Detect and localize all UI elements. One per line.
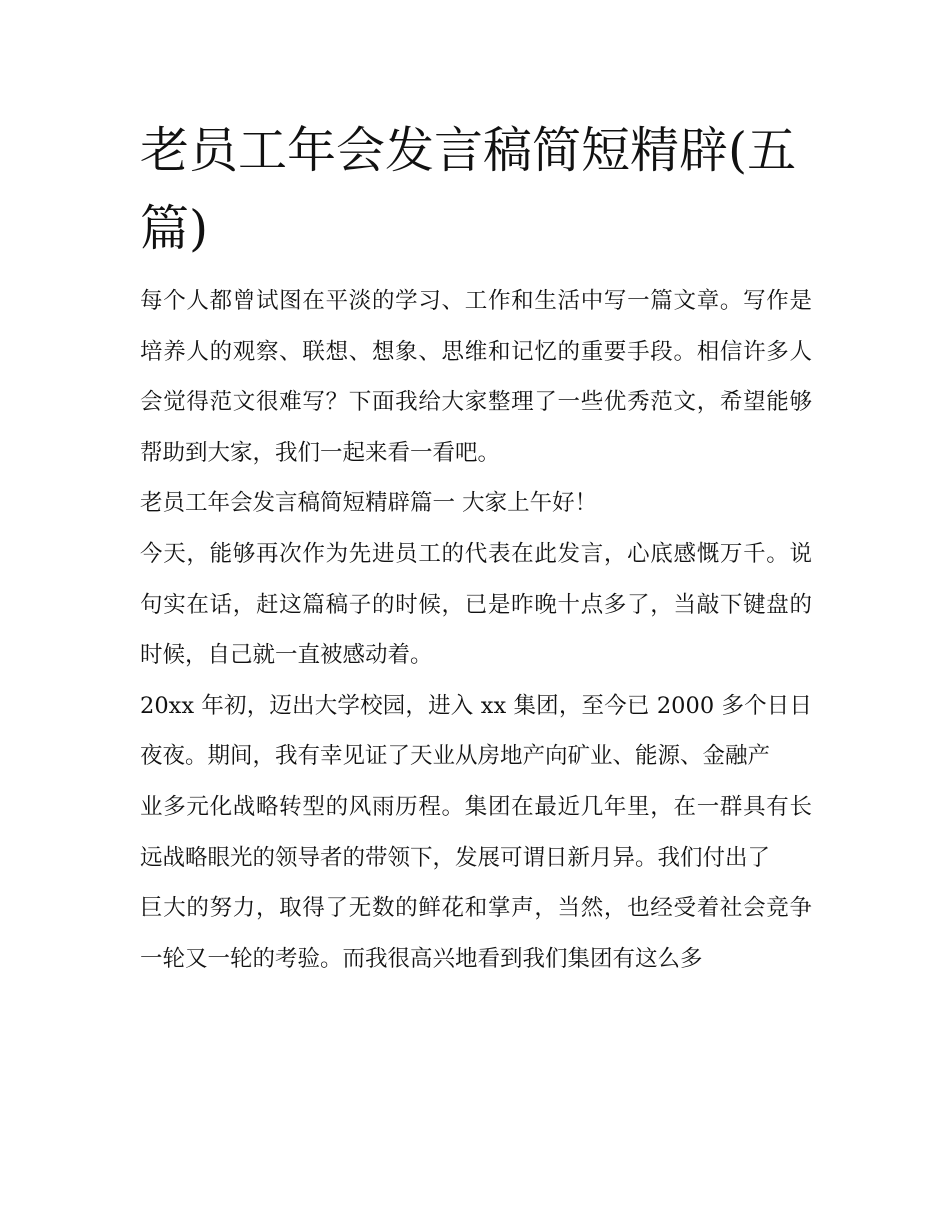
paragraph-career-start: 20xx 年初，迈出大学校园，进入 xx 集团，至今已 2000 多个日日夜夜。期间，我有幸见证了天业从房地产向矿业、能源、金融产 <box>140 692 812 770</box>
paragraph-efforts: 巨大的努力，取得了无数的鲜花和掌声，当然，也经受着社会竞争一轮又一轮的考验。而我很高兴地看到我们集团有这么多 <box>140 895 812 972</box>
paragraph-transformation: 业多元化战略转型的风雨历程。集团在最近几年里，在一群具有长远战略眼光的领导者的带领下，发展可谓日新月异。我们付出了 <box>140 793 812 871</box>
document-title: 老员工年会发言稿简短精辟(五篇) <box>140 122 797 257</box>
paragraph-intro: 每个人都曾试图在平淡的学习、工作和生活中写一篇文章。写作是培养人的观察、联想、想象、思维和记忆的重要手段。相信许多人会觉得范文很难写？下面我给大家整理了一些优秀范文，希望能够帮助到大家，我们一起来看一看吧。 <box>140 288 812 466</box>
document-body <box>140 276 812 984</box>
paragraph-heading-greeting: 老员工年会发言稿简短精辟篇一 大家上午好！ <box>140 490 598 517</box>
paragraph-today: 今天，能够再次作为先进员工的代表在此发言，心底感慨万千。说句实在话，赶这篇稿子的时候，已是昨晚十点多了，当敲下键盘的时候，自己就一直被感动着。 <box>140 540 812 669</box>
